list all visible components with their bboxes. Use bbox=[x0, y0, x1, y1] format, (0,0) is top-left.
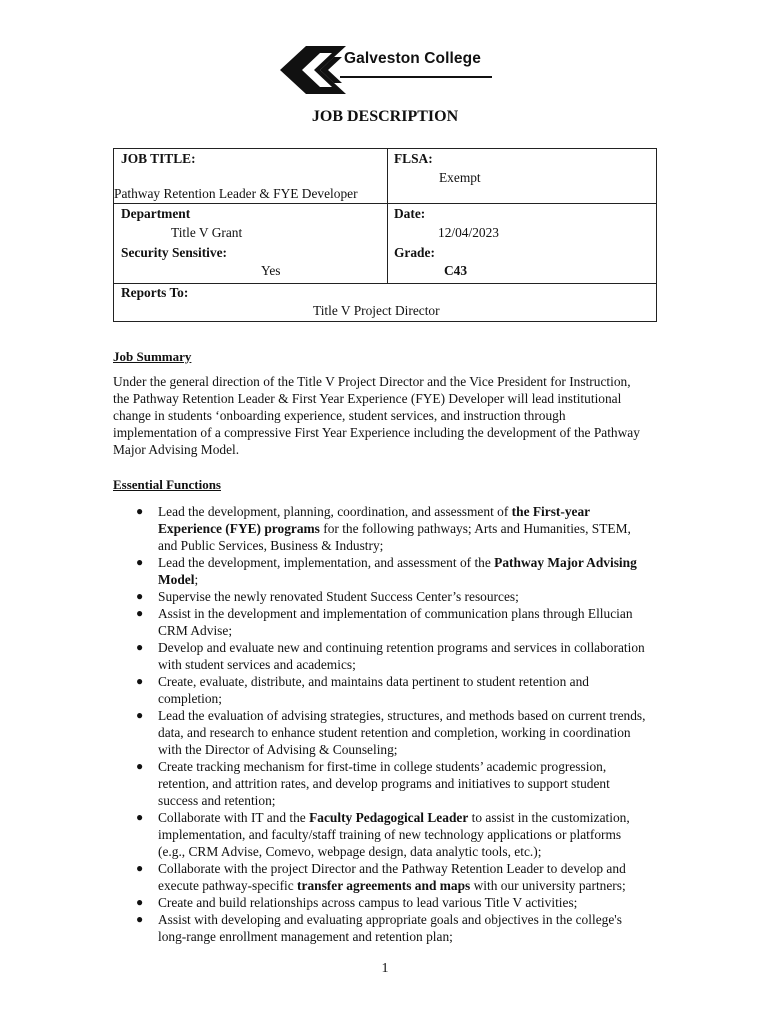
list-item bbox=[113, 707, 693, 758]
list-item bbox=[113, 758, 693, 809]
list-item-line: Create and build relationships across campus to lead various Title V activities; bbox=[158, 895, 578, 910]
list-item-line: Model; bbox=[158, 572, 199, 587]
list-item-line: Develop and evaluate new and continuing retention programs and services in collaboration bbox=[158, 640, 645, 655]
list-item bbox=[113, 860, 693, 894]
list-item bbox=[113, 673, 693, 707]
summary-line: implementation of a compressive First Year Experience including the development of the Pathway bbox=[113, 425, 640, 440]
list-item-line: implementation, and faculty/staff training of new technology applications or platforms bbox=[158, 827, 622, 842]
list-item-line: Collaborate with the project Director and the Pathway Retention Leader to develop and bbox=[158, 861, 626, 876]
job-info-table bbox=[113, 148, 657, 322]
bullet-icon: ● bbox=[136, 912, 144, 926]
list-item-line: with student services and academics; bbox=[158, 657, 356, 672]
list-item-line: Experience (FYE) programs for the following pathways; Arts and Humanities, STEM, bbox=[158, 521, 631, 536]
essential-functions-list bbox=[113, 503, 693, 945]
summary-line: change in students ‘onboarding experience, student services, and instruction through bbox=[113, 408, 566, 423]
list-item bbox=[113, 554, 693, 588]
department-label: Department bbox=[121, 206, 191, 221]
list-item-line: CRM Advise; bbox=[158, 623, 233, 638]
list-item-line: and Public Services, Business & Industry; bbox=[158, 538, 384, 553]
bullet-icon: ● bbox=[136, 504, 144, 518]
list-item-line: with the Director of Advising & Counseling; bbox=[158, 742, 398, 757]
list-item bbox=[113, 503, 693, 554]
job-title-label: JOB TITLE: bbox=[121, 151, 196, 166]
security-sensitive-label: Security Sensitive: bbox=[121, 245, 227, 260]
list-item-line: completion; bbox=[158, 691, 222, 706]
flsa-label: FLSA: bbox=[394, 151, 433, 166]
bullet-icon: ● bbox=[136, 759, 144, 773]
summary-line: Under the general direction of the Title V Project Director and the Vice President for Instruction, bbox=[113, 374, 631, 389]
job-summary-heading: Job Summary bbox=[113, 349, 192, 364]
list-item-line: success and retention; bbox=[158, 793, 276, 808]
list-item-line: (e.g., CRM Advise, Comevo, webpage design, data analytic tools, etc.); bbox=[158, 844, 542, 859]
summary-line: Major Advising Model. bbox=[113, 442, 240, 457]
list-item-line: Lead the development, planning, coordination, and assessment of the First-year bbox=[158, 504, 591, 519]
grade-value: C43 bbox=[444, 263, 468, 278]
bullet-icon: ● bbox=[136, 810, 144, 824]
job-title-value: Pathway Retention Leader & FYE Developer bbox=[114, 186, 358, 201]
bullet-icon: ● bbox=[136, 895, 144, 909]
flsa-value: Exempt bbox=[439, 170, 481, 185]
list-item bbox=[113, 639, 693, 673]
list-item bbox=[113, 809, 693, 860]
list-item bbox=[113, 588, 693, 605]
list-item-line: long-range enrollment management and retention plan; bbox=[158, 929, 453, 944]
document-title: JOB DESCRIPTION bbox=[311, 108, 459, 125]
summary-line: the Pathway Retention Leader & First Year Experience (FYE) Developer will lead institutional bbox=[113, 391, 622, 406]
date-label: Date: bbox=[394, 206, 426, 221]
list-item bbox=[113, 894, 693, 911]
list-item-line: data, and research to enhance student retention and completion, working in coordination bbox=[158, 725, 631, 740]
list-item-line: Assist in the development and implementation of communication plans through Ellucian bbox=[158, 606, 633, 621]
reports-to-value: Title V Project Director bbox=[313, 303, 440, 318]
bullet-icon: ● bbox=[136, 640, 144, 654]
bullet-icon: ● bbox=[136, 861, 144, 875]
bullet-icon: ● bbox=[136, 589, 144, 603]
job-summary-text bbox=[113, 373, 673, 458]
bullet-icon: ● bbox=[136, 555, 144, 569]
college-name: Galveston College bbox=[344, 50, 481, 67]
list-item-line: Assist with developing and evaluating appropriate goals and objectives in the college's bbox=[158, 912, 622, 927]
list-item-line: Lead the evaluation of advising strategies, structures, and methods based on current trends, bbox=[158, 708, 646, 723]
list-item bbox=[113, 911, 693, 945]
bullet-icon: ● bbox=[136, 606, 144, 620]
bullet-icon: ● bbox=[136, 708, 144, 722]
list-item-line: Collaborate with IT and the Faculty Pedagogical Leader to assist in the customization, bbox=[158, 810, 630, 825]
reports-to-label: Reports To: bbox=[121, 285, 189, 300]
grade-label: Grade: bbox=[394, 245, 435, 260]
list-item-line: execute pathway-specific transfer agreements and maps with our university partners; bbox=[158, 878, 626, 893]
list-item-line: Supervise the newly renovated Student Success Center’s resources; bbox=[158, 589, 519, 604]
list-item-line: Create tracking mechanism for first-time in college students’ academic progression, bbox=[158, 759, 607, 774]
date-value: 12/04/2023 bbox=[438, 225, 500, 240]
list-item-line: Lead the development, implementation, and assessment of the Pathway Major Advising bbox=[158, 555, 637, 570]
list-item-line: retention, and attrition rates, and develop programs and initiatives to support student bbox=[158, 776, 610, 791]
page-number: 1 bbox=[381, 961, 389, 976]
department-value: Title V Grant bbox=[171, 225, 243, 240]
essential-functions-heading: Essential Functions bbox=[113, 477, 221, 492]
list-item-line: Create, evaluate, distribute, and maintains data pertinent to student retention and bbox=[158, 674, 589, 689]
security-sensitive-value: Yes bbox=[261, 263, 281, 278]
bullet-icon: ● bbox=[136, 674, 144, 688]
list-item bbox=[113, 605, 693, 639]
